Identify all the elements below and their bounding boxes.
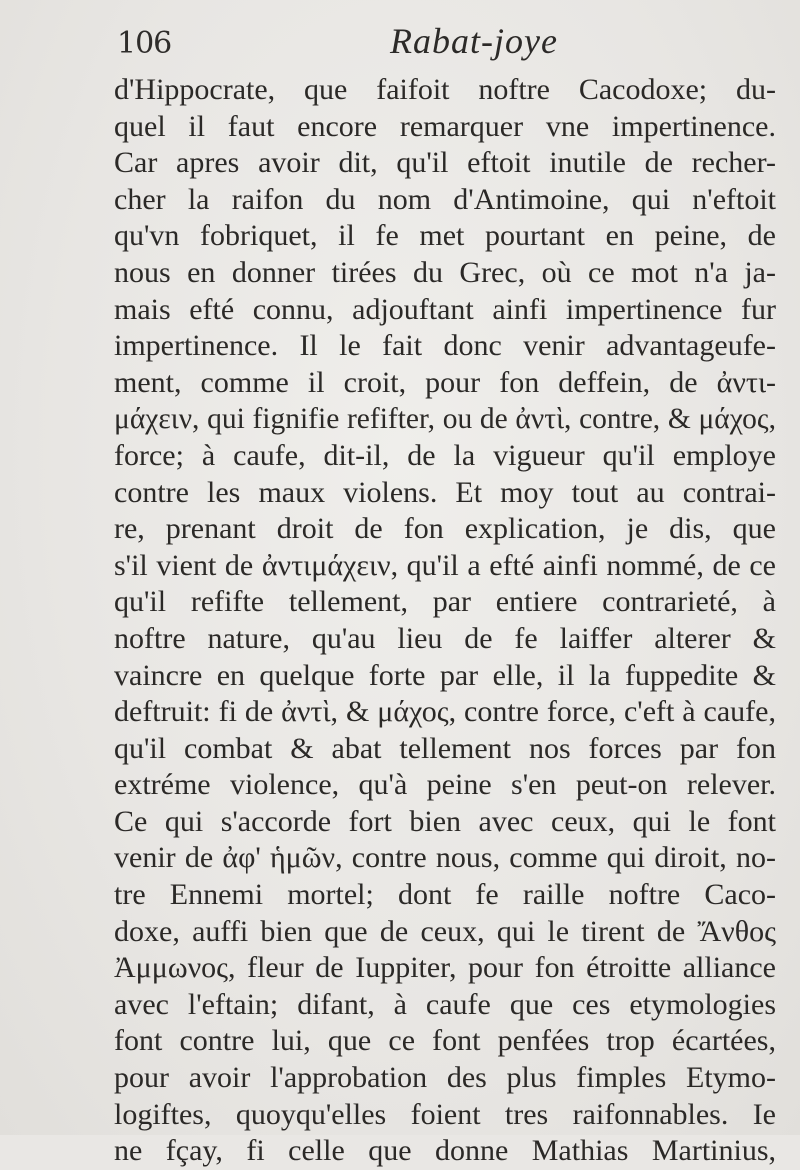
text-line: avec l'eftain; difant, à caufe que ces etymologies — [114, 987, 776, 1021]
text-line: noftre nature, qu'au lieu de fe laiffer alterer & — [114, 621, 776, 655]
body-text — [114, 72, 776, 1170]
text-line: pour avoir l'approbation des plus fimples Etymo- — [114, 1061, 776, 1095]
text-line: s'il vient de ἀντιμάχειν, qu'il a efté ainfi nommé, de ce — [114, 548, 776, 582]
text-line: qu'vn fobriquet, il fe met pourtant en peine, de — [114, 219, 776, 253]
text-line: extréme violence, qu'à peine s'en peut-on relever. — [114, 768, 776, 802]
text-line: qu'il combat & abat tellement nos forces par fon — [114, 731, 776, 765]
text-line: cher la raifon du nom d'Antimoine, qui n'eftoit — [114, 182, 776, 216]
running-head: Rabat-joye — [390, 21, 558, 61]
page-header — [0, 18, 800, 68]
text-line: ment, comme il croit, pour fon deffein, de ἀντι- — [114, 365, 776, 399]
text-line: doxe, auffi bien que de ceux, qui le tirent de Ἄνθος — [114, 914, 776, 948]
text-line: quel il faut encore remarquer vne impertinence. — [114, 109, 776, 143]
text-line: re, prenant droit de fon explication, je dis, que — [114, 512, 776, 546]
text-line: Ἀμμωνος, fleur de Iuppiter, pour fon étroitte alliance — [114, 951, 776, 985]
text-line: ne fçay, fi celle que donne Mathias Martinius, — [114, 1134, 776, 1168]
text-line: impertinence. Il le fait donc venir advantageufe- — [114, 329, 776, 363]
text-line: qu'il refifte tellement, par entiere contrarieté, à — [114, 585, 776, 619]
text-line: deftruit: fi de ἀντὶ, & μάχος, contre force, c'eft à caufe, — [114, 695, 776, 729]
page-number: 106 — [117, 26, 172, 61]
text-line: vaincre en quelque forte par elle, il la fuppedite & — [114, 658, 776, 692]
text-line: venir de ἀφ' ἡμῶν, contre nous, comme qui diroit, no- — [114, 841, 776, 875]
text-line: Car apres avoir dit, qu'il eftoit inutile de recher- — [114, 146, 776, 180]
text-line: tre Ennemi mortel; dont fe raille noftre Caco- — [114, 878, 776, 912]
text-line: logiftes, quoyqu'elles foient tres raifonnables. Ie — [114, 1097, 776, 1131]
text-line: font contre lui, que ce font penfées trop écartées, — [114, 1024, 776, 1058]
text-line: nous en donner tirées du Grec, où ce mot n'a ja- — [114, 255, 776, 289]
text-line: force; à caufe, dit-il, de la vigueur qu'il employe — [114, 438, 776, 472]
text-line: μάχειν, qui fignifie refifter, ou de ἀντὶ, contre, & μάχος, — [114, 403, 776, 436]
text-line: d'Hippocrate, que faifoit noftre Cacodoxe; du- — [114, 73, 776, 106]
text-line: contre les maux violens. Et moy tout au contrai- — [114, 475, 776, 509]
text-line: Ce qui s'accorde fort bien avec ceux, qui le font — [114, 804, 776, 838]
text-line: mais efté connu, adjouftant ainfi impertinence fur — [114, 292, 776, 326]
